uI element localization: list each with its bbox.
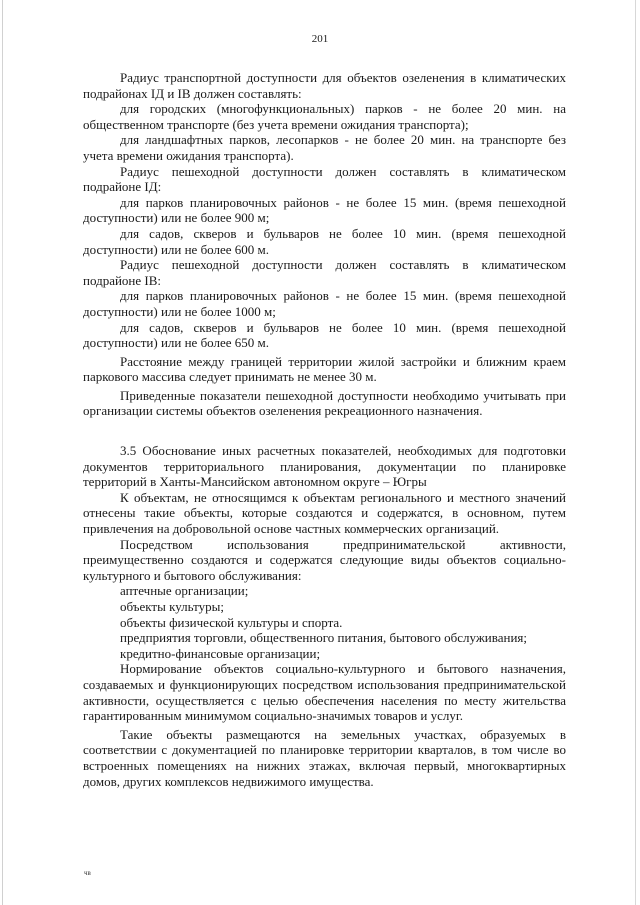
paragraph-gardens-id: для садов, скверов и бульваров не более 10 мин. (время пешеходной доступности) или не более 600 м. bbox=[83, 225, 566, 257]
document-body bbox=[83, 70, 566, 789]
paragraph-normalization: Нормирование объектов социально-культурного и бытового назначения, создаваемых и функционирующих посредством использования предпринимательской активности, осуществляется с целью обеспечения населения по месту жительства гарантированным минимумом социально-значимых товаров и услуг. bbox=[83, 661, 566, 724]
list-item-finance: кредитно-финансовые организации; bbox=[120, 645, 321, 661]
page-edge-left bbox=[2, 0, 3, 905]
paragraph-transport-radius: Радиус транспортной доступности для объектов озеленения в климатических подрайонах IД и IВ должен составлять: bbox=[83, 70, 566, 101]
paragraph-landscape-parks: для ландшафтных парков, лесопарков - не более 20 мин. на транспорте без учета времени ожидания транспорта). bbox=[83, 132, 566, 163]
page-edge-right bbox=[635, 0, 636, 905]
section-heading-3-5: 3.5 Обоснование иных расчетных показателей, необходимых для подготовки документов территориального планирования, документации по планировке территорий в Ханты-Мансийском автономном округе – Югры bbox=[83, 443, 566, 490]
list-item-sports: объекты физической культуры и спорта. bbox=[120, 614, 343, 630]
paragraph-gardens-iv: для садов, скверов и бульваров не более 10 мин. (время пешеходной доступности) или не более 650 м. bbox=[83, 319, 566, 351]
paragraph-walking-radius-id: Радиус пешеходной доступности должен составлять в климатическом подрайоне IД: bbox=[83, 163, 566, 195]
paragraph-district-parks-iv: для парков планировочных районов - не более 15 мин. (время пешеходной доступности) или не более 1000 м; bbox=[83, 288, 566, 319]
paragraph-entrepreneurial-objects: Посредством использования предпринимательской активности, преимущественно создаются и содержатся следующие виды объектов социально-культурного и бытового обслуживания: bbox=[83, 536, 566, 583]
footer-initials: чв bbox=[84, 869, 91, 877]
list-item-culture: объекты культуры; bbox=[120, 599, 224, 614]
page-number: 201 bbox=[311, 33, 329, 45]
paragraph-placement: Такие объекты размещаются на земельных участках, образуемых в соответствии с документацией по планировке территории кварталов, в том числе во встроенных помещениях на нижних этажах, включая первый, многоквартирных домов, других комплексов недвижимого имущества. bbox=[83, 726, 566, 789]
paragraph-city-parks: для городских (многофункциональных) парков - не более 20 мин. на общественном транспорте (без учета времени ожидания транспорта); bbox=[83, 101, 566, 132]
paragraph-walking-radius-iv: Радиус пешеходной доступности должен составлять в климатическом подрайоне IВ: bbox=[83, 257, 566, 288]
paragraph-park-distance: Расстояние между границей территории жилой застройки и ближним краем паркового массива следует принимать не менее 30 м. bbox=[83, 353, 566, 385]
list-item-trade: предприятия торговли, общественного питания, бытового обслуживания; bbox=[120, 630, 527, 646]
list-item-pharmacies: аптечные организации; bbox=[120, 583, 249, 599]
paragraph-indicators-note: Приведенные показатели пешеходной доступности необходимо учитывать при организации системы объектов озеленения рекреационного назначения. bbox=[83, 387, 566, 419]
paragraph-non-regional-objects: К объектам, не относящимся к объектам регионального и местного значений отнесены такие объекты, которые создаются и содержатся, в основном, путем привлечения на добровольной основе частных коммерческих организаций. bbox=[83, 489, 566, 537]
paragraph-district-parks-id: для парков планировочных районов - не более 15 мин. (время пешеходной доступности) или не более 900 м; bbox=[83, 194, 566, 226]
